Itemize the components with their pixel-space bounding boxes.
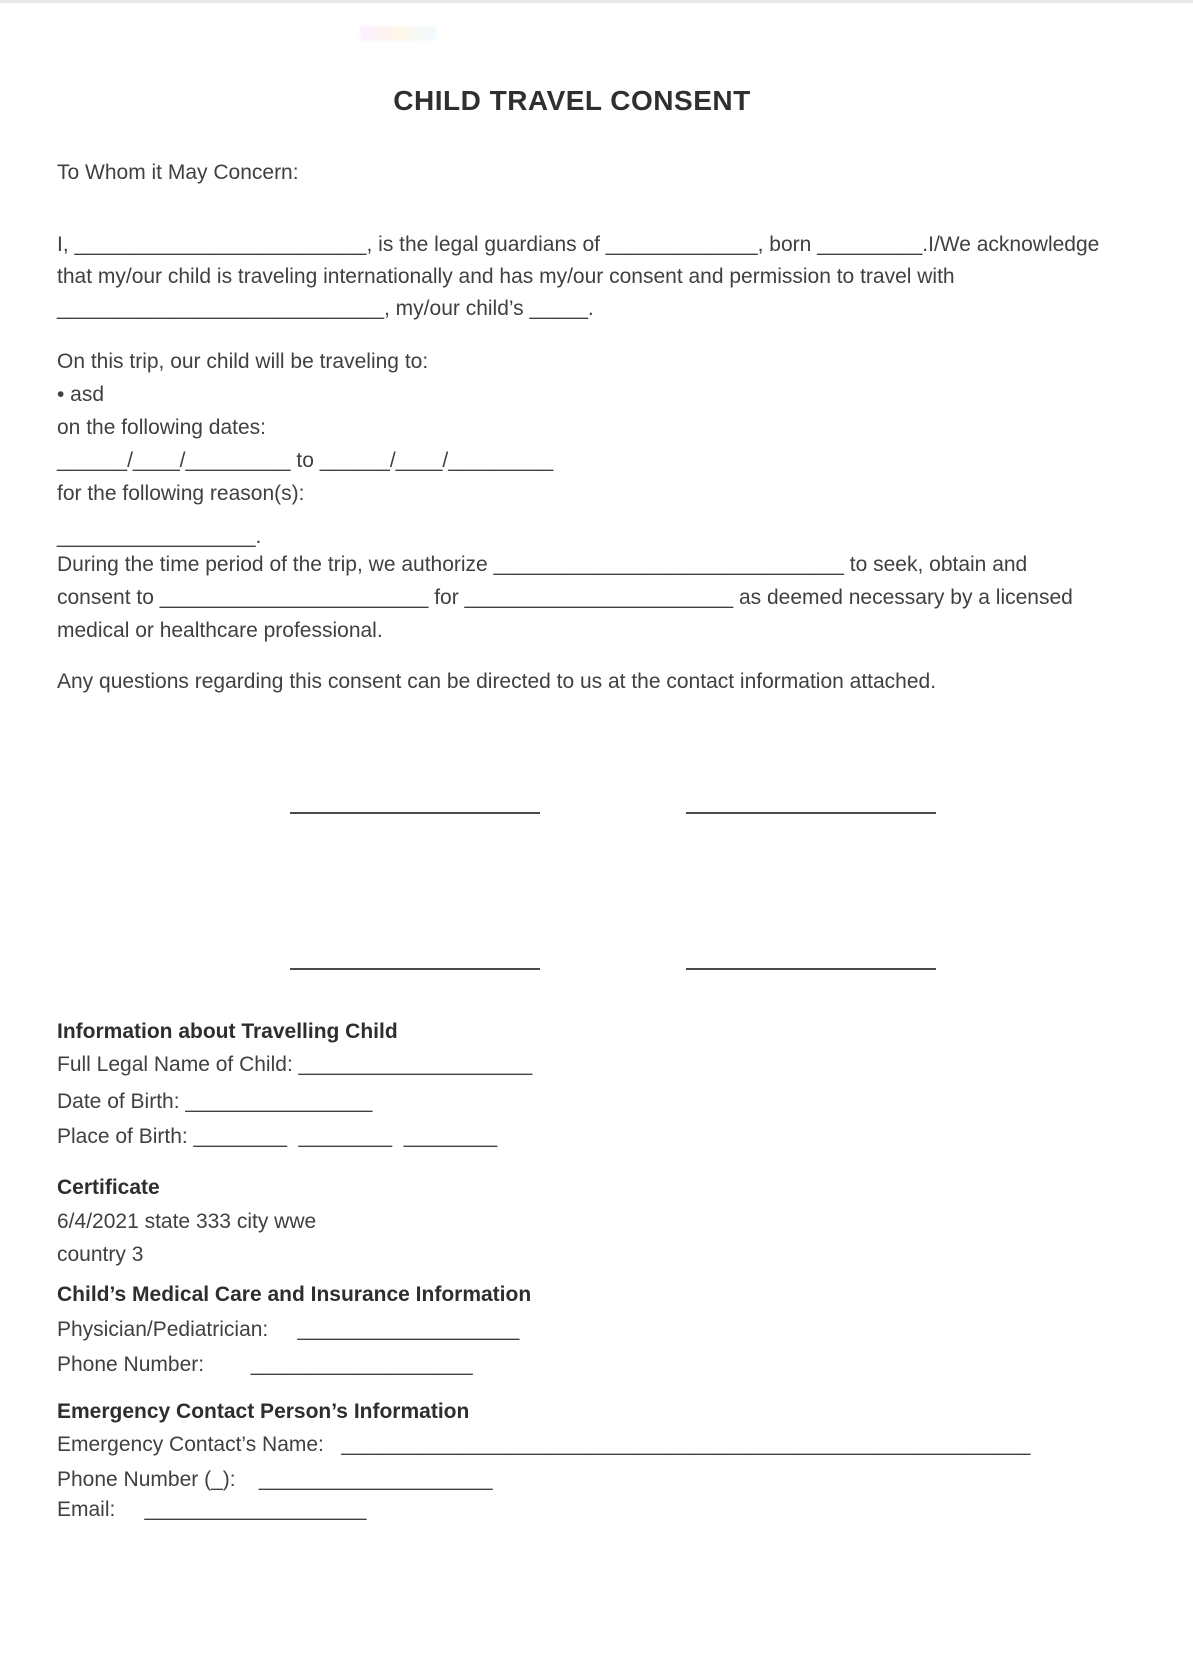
child-dob-field: Date of Birth: ________________ xyxy=(57,1090,373,1113)
emergency-phone-field: Phone Number (_): ____________________ xyxy=(57,1468,493,1491)
certificate-heading: Certificate xyxy=(57,1176,160,1199)
physician-field: Physician/Pediatrician: ___________________ xyxy=(57,1318,520,1341)
child-pob-field: Place of Birth: ________ ________ ________ xyxy=(57,1125,498,1148)
closing-line: Any questions regarding this consent can be directed to us at the contact information attached. xyxy=(57,670,937,693)
medical-heading: Child’s Medical Care and Insurance Information xyxy=(57,1283,532,1306)
trip-destination-bullet: • asd xyxy=(57,383,105,406)
page-title: CHILD TRAVEL CONSENT xyxy=(393,85,751,116)
intro-line-1: I, _________________________, is the legal guardians of _____________, born _________.I/We acknowledge xyxy=(57,233,1100,256)
top-edge-strip xyxy=(0,0,1193,3)
authorization-line-3: medical or healthcare professional. xyxy=(57,619,383,642)
signature-line-1-left xyxy=(290,812,540,814)
medical-phone-field: Phone Number: ___________________ xyxy=(57,1353,473,1376)
salutation: To Whom it May Concern: xyxy=(57,161,299,184)
signature-line-2-right xyxy=(686,968,936,970)
trip-reason-label: for the following reason(s): xyxy=(57,482,305,505)
intro-line-3: ____________________________, my/our child’s _____. xyxy=(57,297,594,320)
certificate-detail-line-2: country 3 xyxy=(57,1243,144,1266)
reason-blank-line: _________________. xyxy=(57,525,262,548)
trip-dates-blanks: ______/____/_________ to ______/____/_________ xyxy=(57,449,554,472)
certificate-detail-line-1: 6/4/2021 state 333 city wwe xyxy=(57,1210,317,1233)
signature-line-1-right xyxy=(686,812,936,814)
signature-line-2-left xyxy=(290,968,540,970)
faint-watermark xyxy=(360,26,436,41)
emergency-name-field: Emergency Contact’s Name: ___________________________________________________________ xyxy=(57,1433,1031,1456)
emergency-heading: Emergency Contact Person’s Information xyxy=(57,1400,470,1423)
child-info-heading: Information about Travelling Child xyxy=(57,1020,398,1043)
authorization-line-2: consent to _______________________ for _______________________ as deemed necessary by a licensed xyxy=(57,586,1073,609)
trip-dates-label: on the following dates: xyxy=(57,416,266,439)
authorization-line-1: During the time period of the trip, we authorize ______________________________ to seek, obtain and xyxy=(57,553,1028,576)
intro-line-2: that my/our child is traveling internationally and has my/our consent and permission to travel with xyxy=(57,265,955,288)
emergency-email-field: Email: ___________________ xyxy=(57,1498,367,1521)
child-full-name-field: Full Legal Name of Child: ____________________ xyxy=(57,1053,533,1076)
trip-destination-label: On this trip, our child will be traveling to: xyxy=(57,350,429,373)
